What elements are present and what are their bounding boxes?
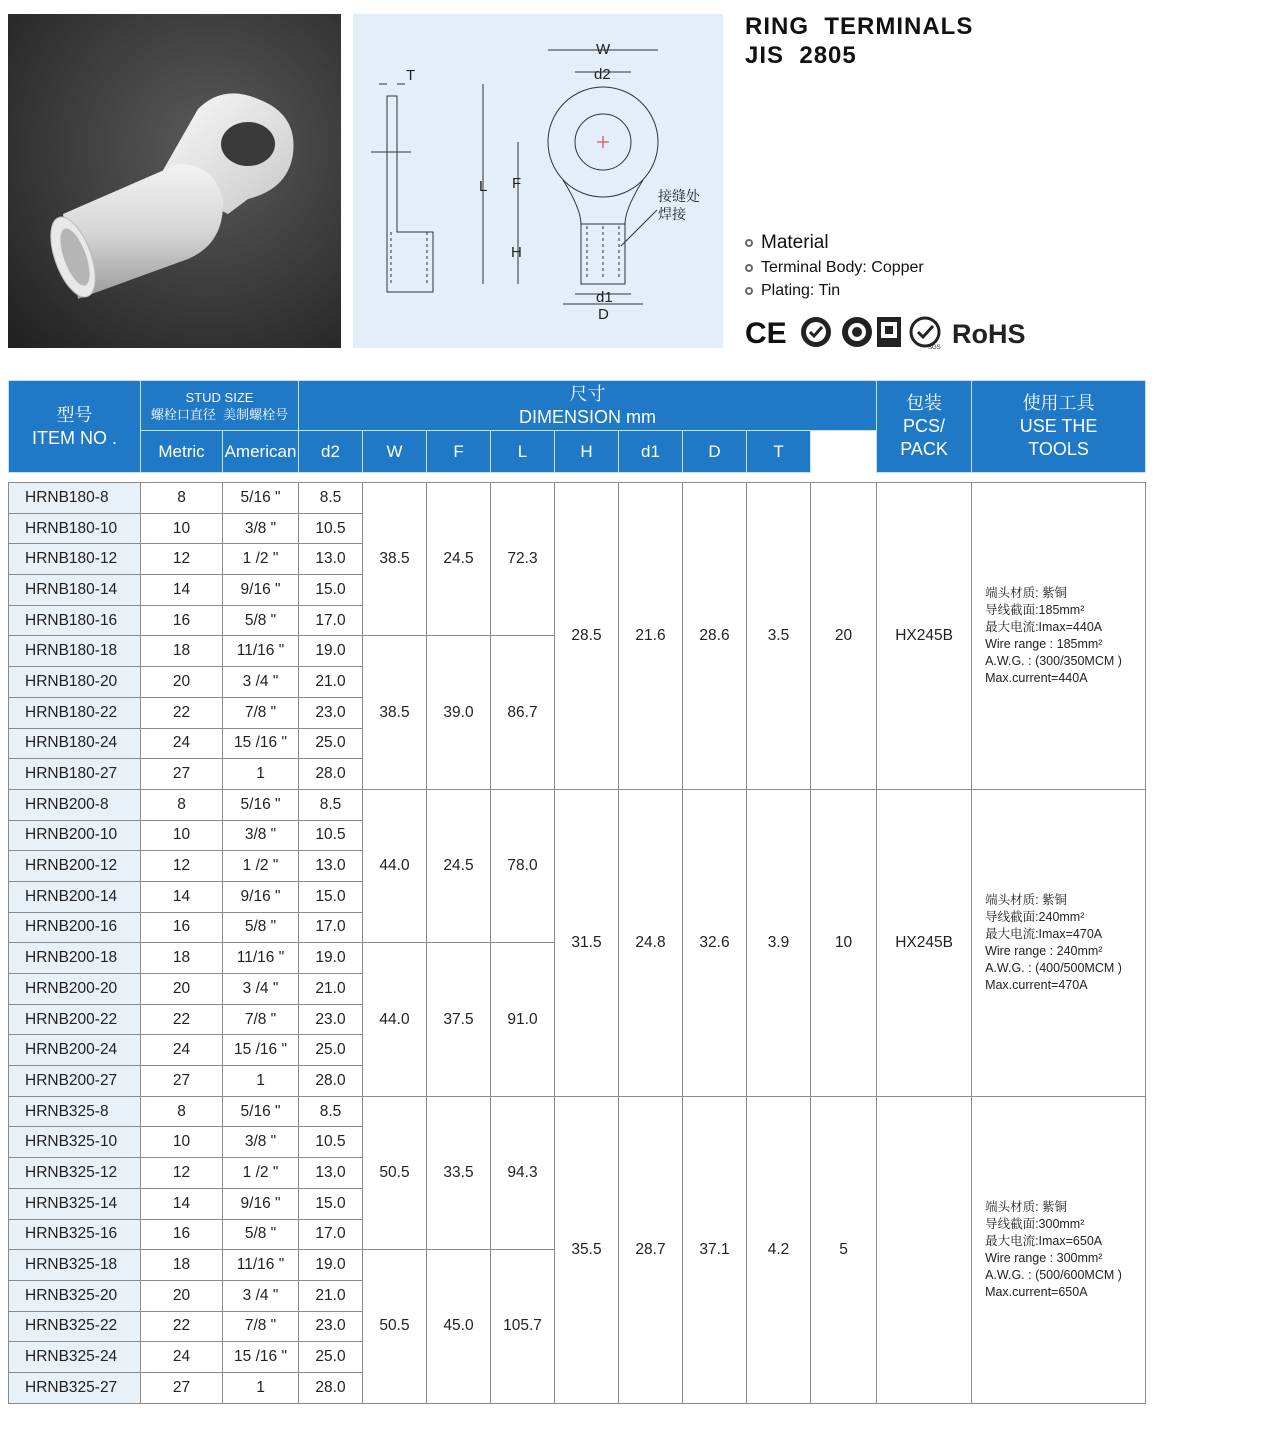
american-cell: 3/8 " [223,820,299,851]
ce-mark-icon: CE [745,317,787,350]
h-cell: 31.5 [555,789,619,1096]
d2-cell: 10.5 [299,820,363,851]
metric-cell: 18 [141,1250,223,1281]
item-no-cell: HRNB325-24 [9,1342,141,1373]
d2-cell: 10.5 [299,513,363,544]
item-no-cell: HRNB325-12 [9,1158,141,1189]
american-cell: 3 /4 " [223,1280,299,1311]
d2-cell: 19.0 [299,943,363,974]
metric-cell: 12 [141,851,223,882]
explanation-line: Wire range : 185mm² [985,636,1103,651]
f-cell: 24.5 [427,483,491,636]
explanation-line: A.W.G. : (500/600MCM ) [985,1267,1122,1282]
d2-cell: 28.0 [299,1066,363,1097]
explanation-cell [972,1096,1146,1403]
explanation-line: 端头材质: 紫铜 [985,892,1068,907]
tool-cell: HX245B [877,483,972,790]
item-no-cell: HRNB200-20 [9,974,141,1005]
item-no-cell: HRNB325-14 [9,1188,141,1219]
american-cell: 1 /2 " [223,1158,299,1189]
american-cell: 1 [223,759,299,790]
d2-cell: 21.0 [299,1280,363,1311]
d2-cell: 15.0 [299,1188,363,1219]
american-cell: 9/16 " [223,575,299,606]
header-l: L [491,431,555,473]
sgs-label: SGS [928,345,941,351]
item-no-cell: HRNB180-27 [9,759,141,790]
explanation-cell [972,789,1146,1096]
item-no-cell: HRNB200-12 [9,851,141,882]
f-cell: 45.0 [427,1250,491,1403]
pack-cell: 10 [811,789,877,1096]
w-cell: 38.5 [363,636,427,789]
t-cell: 3.5 [747,483,811,790]
metric-cell: 22 [141,1004,223,1035]
american-cell: 1 [223,1066,299,1097]
item-no-cell: HRNB200-24 [9,1035,141,1066]
american-cell: 1 [223,1372,299,1403]
f-cell: 24.5 [427,789,491,942]
d2-cell: 15.0 [299,881,363,912]
label-h: H [511,244,522,261]
header-f: F [427,431,491,473]
metric-cell: 20 [141,1280,223,1311]
american-cell: 5/16 " [223,1096,299,1127]
explanation-line: A.W.G. : (300/350MCM ) [985,653,1122,668]
metric-cell: 14 [141,575,223,606]
d2-cell: 23.0 [299,697,363,728]
american-cell: 15 /16 " [223,1035,299,1066]
material-info [745,230,924,302]
item-no-cell: HRNB180-24 [9,728,141,759]
american-cell: 1 /2 " [223,544,299,575]
t-cell: 4.2 [747,1096,811,1403]
tool-cell: HX245B [877,789,972,1096]
metric-cell: 14 [141,881,223,912]
f-cell: 33.5 [427,1096,491,1249]
item-no-cell: HRNB180-20 [9,667,141,698]
american-cell: 9/16 " [223,1188,299,1219]
bullet-icon [745,287,753,295]
item-no-cell: HRNB200-27 [9,1066,141,1097]
explanation-line: 最大电流:Imax=440A [985,619,1103,634]
material-body-row [745,256,924,279]
h-cell: 35.5 [555,1096,619,1403]
d2-cell: 8.5 [299,483,363,514]
american-cell: 1 /2 " [223,851,299,882]
american-cell: 5/8 " [223,912,299,943]
l-cell: 78.0 [491,789,555,942]
american-cell: 3/8 " [223,513,299,544]
explanation-line: Wire range : 240mm² [985,943,1103,958]
explanation-line: 导线截面:300mm² [985,1216,1085,1231]
item-no-cell: HRNB200-22 [9,1004,141,1035]
d2-cell: 8.5 [299,789,363,820]
w-cell: 50.5 [363,1096,427,1249]
table-row [9,483,1146,514]
d2-cell: 28.0 [299,1372,363,1403]
american-cell: 11/16 " [223,1250,299,1281]
header-t: T [747,431,811,473]
label-d: D [598,306,609,323]
l-cell: 105.7 [491,1250,555,1403]
d2-cell: 8.5 [299,1096,363,1127]
header-d1: d1 [619,431,683,473]
metric-cell: 24 [141,728,223,759]
title-line-1: RING TERMINALS [745,13,974,40]
material-body: Terminal Body: Copper [761,258,924,276]
d2-cell: 25.0 [299,1342,363,1373]
item-no-cell: HRNB180-8 [9,483,141,514]
l-cell: 86.7 [491,636,555,789]
american-cell: 5/8 " [223,1219,299,1250]
weld-note-1: 接缝处 [658,188,700,204]
tool-cell [877,1096,972,1403]
d2-cell: 13.0 [299,544,363,575]
metric-cell: 10 [141,820,223,851]
header-stud-size: STUD SIZE 螺栓口直径 美制螺栓号 [141,381,299,431]
metric-cell: 22 [141,1311,223,1342]
w-cell: 38.5 [363,483,427,636]
metric-cell: 8 [141,1096,223,1127]
metric-cell: 16 [141,912,223,943]
d1-cell: 21.6 [619,483,683,790]
d-cell: 37.1 [683,1096,747,1403]
explanation-line: 导线截面:240mm² [985,909,1085,924]
table-body [9,473,1146,1404]
item-no-cell: HRNB200-18 [9,943,141,974]
certification-logos [745,313,1045,353]
material-plating: Plating: Tin [761,281,841,299]
header-d: D [683,431,747,473]
item-no-cell: HRNB200-16 [9,912,141,943]
metric-cell: 20 [141,974,223,1005]
table-row [9,789,1146,820]
metric-cell: 24 [141,1342,223,1373]
american-cell: 3 /4 " [223,974,299,1005]
header-h: H [555,431,619,473]
material-heading-row [745,230,924,256]
american-cell: 5/8 " [223,605,299,636]
d2-cell: 15.0 [299,575,363,606]
spec-table: 型号 ITEM NO . STUD SIZE 螺栓口直径 美制螺栓号 尺寸 DIMENSION mm 包装 PCS/ PACK 使用工具 USE THE TOOLS 说明 EXPLANATION Metric American d2 W F L H d1 D T HRNB180-8 8 5/16 " 8.5 38.5 24.5 72.3 28.5 21.6 28.6 3.5 20 HX245B 端头材质: 紫铜 导线截面:185mm² 最大电流:Imax=440A Wire range : 185mm² A.W.G. : (300/350MCM ) Max.current=440A HRNB180-10 10 3/8 " 10.5 HRNB180-12 12 1 /2 " 13.0 HRNB180-14 14 9/16 " 15.0 HRNB180-16 16 5/8 " 17.0 HRNB180-18 18 11/16 " 19.0 38.5 39.0 86.7 HRNB180-20 20 3 /4 " 21.0 HRNB180-22 22 7/8 " 23.0 HRNB180-24 24 15 /16 " 25.0 HRNB180-27 27 1 28.0 HRNB200-8 8 5/16 " 8.5 44.0 24.5 78.0 31.5 24.8 32.6 3.9 10 HX245B 端头材质: 紫铜 导线截面:240mm² 最大电流:Imax=470A Wire range : 240mm² A.W.G. : (400/500MCM ) Max.current=470A HRNB200-10 10 3/8 " 10.5 HRNB200-12 12 1 /2 " 13.0 HRNB200-14 14 9/16 " 15.0 HRNB200-16 16 5/8 " 17.0 HRNB200-18 18 11/16 " 19.0 44.0 37.5 91.0 HRNB200-20 20 3 /4 " 21.0 HRNB200-22 22 7/8 " 23.0 HRNB200-24 24 15 /16 " 25.0 HRNB200-27 27 1 28.0 HRNB325-8 8 5/16 " 8.5 50.5 33.5 94.3 35.5 28.7 37.1 4.2 5 端头材质: 紫铜 导线截面:300mm² 最大电流:Imax=650A Wire range : 300mm² A.W.G. : (500/600MCM ) Max.current=650A HRNB325-10 10 3/8 " 10.5 HRNB325-12 12 1 /2 " 13.0 HRNB325-14 14 9/16 " 15.0 HRNB325-16 16 5/8 " 17.0 HRNB325-18 18 11/16 " 19.0 50.5 45.0 105.7 HRNB325-20 20 3 /4 " 21.0 HRNB325-22 22 7/8 " 23.0 HRNB325-24 24 15 /16 " 25.0 HRNB325-27 27 1 28.0 [8,380,1146,1404]
d-cell: 32.6 [683,789,747,1096]
metric-cell: 10 [141,513,223,544]
metric-cell: 16 [141,1219,223,1250]
item-no-cell: HRNB180-14 [9,575,141,606]
w-cell: 50.5 [363,1250,427,1403]
metric-cell: 10 [141,1127,223,1158]
explanation-line: 导线截面:185mm² [985,602,1085,617]
explanation-line: Max.current=470A [985,977,1088,992]
rohs-mark: RoHS [952,319,1026,349]
item-no-cell: HRNB325-22 [9,1311,141,1342]
american-cell: 7/8 " [223,1004,299,1035]
explanation-line: 最大电流:Imax=470A [985,926,1103,941]
t-cell: 3.9 [747,789,811,1096]
american-cell: 9/16 " [223,881,299,912]
l-cell: 94.3 [491,1096,555,1249]
d1-cell: 28.7 [619,1096,683,1403]
title-line-2: JIS 2805 [745,42,857,69]
american-cell: 5/16 " [223,483,299,514]
pack-cell: 20 [811,483,877,790]
product-photo [8,14,341,348]
page-title [745,12,973,70]
american-cell: 15 /16 " [223,1342,299,1373]
american-cell: 11/16 " [223,943,299,974]
item-no-cell: HRNB200-10 [9,820,141,851]
weld-note-2: 焊接 [658,206,686,222]
item-no-cell: HRNB325-18 [9,1250,141,1281]
american-cell: 3/8 " [223,1127,299,1158]
american-cell: 15 /16 " [223,728,299,759]
metric-cell: 27 [141,1372,223,1403]
explanation-line: Wire range : 300mm² [985,1250,1103,1265]
metric-cell: 12 [141,1158,223,1189]
explanation-cell [972,483,1146,790]
label-t: T [406,67,416,84]
side-view [371,84,433,292]
d2-cell: 17.0 [299,912,363,943]
d2-cell: 21.0 [299,974,363,1005]
d2-cell: 21.0 [299,667,363,698]
metric-cell: 20 [141,667,223,698]
material-plating-row [745,279,924,302]
label-d1: d1 [596,289,613,306]
item-no-cell: HRNB180-12 [9,544,141,575]
label-f: F [512,175,522,192]
item-no-cell: HRNB200-8 [9,789,141,820]
metric-cell: 8 [141,789,223,820]
metric-cell: 14 [141,1188,223,1219]
explanation-line: 最大电流:Imax=650A [985,1233,1103,1248]
explanation-line: 端头材质: 紫铜 [985,1199,1068,1214]
f-cell: 37.5 [427,943,491,1096]
explanation-line: Max.current=650A [985,1284,1088,1299]
item-no-cell: HRNB180-18 [9,636,141,667]
header-metric: Metric [141,431,223,473]
d2-cell: 13.0 [299,1158,363,1189]
d2-cell: 25.0 [299,1035,363,1066]
d2-cell: 10.5 [299,1127,363,1158]
american-cell: 7/8 " [223,1311,299,1342]
item-no-cell: HRNB180-10 [9,513,141,544]
h-cell: 28.5 [555,483,619,790]
l-cell: 72.3 [491,483,555,636]
explanation-line: Max.current=440A [985,670,1088,685]
metric-cell: 18 [141,636,223,667]
header-tools: 使用工具 USE THE TOOLS [972,381,1146,473]
label-w: W [596,41,611,58]
d-cell: 28.6 [683,483,747,790]
american-cell: 5/16 " [223,789,299,820]
table-row [9,1096,1146,1127]
item-no-cell: HRNB325-10 [9,1127,141,1158]
quality-mark-icon [877,317,901,347]
pack-cell: 5 [811,1096,877,1403]
header-american: American [223,431,299,473]
material-heading: Material [761,232,829,253]
metric-cell: 12 [141,544,223,575]
d2-cell: 17.0 [299,605,363,636]
ring-terminal-photo [8,14,341,348]
d2-cell: 13.0 [299,851,363,882]
american-cell: 3 /4 " [223,667,299,698]
item-no-cell: HRNB180-22 [9,697,141,728]
l-cell: 91.0 [491,943,555,1096]
d2-cell: 17.0 [299,1219,363,1250]
header-dimension: 尺寸 DIMENSION mm [299,381,877,431]
item-no-cell: HRNB325-27 [9,1372,141,1403]
explanation-line: 端头材质: 紫铜 [985,585,1068,600]
f-cell: 39.0 [427,636,491,789]
w-cell: 44.0 [363,943,427,1096]
item-no-cell: HRNB180-16 [9,605,141,636]
metric-cell: 16 [141,605,223,636]
item-no-cell: HRNB325-16 [9,1219,141,1250]
d2-cell: 28.0 [299,759,363,790]
w-cell: 44.0 [363,789,427,942]
metric-cell: 18 [141,943,223,974]
header-item-no: 型号 ITEM NO . [9,381,141,473]
front-view [483,50,658,304]
american-cell: 7/8 " [223,697,299,728]
metric-cell: 22 [141,697,223,728]
d2-cell: 25.0 [299,728,363,759]
d1-cell: 24.8 [619,789,683,1096]
item-no-cell: HRNB325-20 [9,1280,141,1311]
metric-cell: 8 [141,483,223,514]
cert-seal-icon [801,317,831,347]
label-l: L [479,178,488,195]
header-w: W [363,431,427,473]
metric-cell: 27 [141,759,223,790]
header-d2: d2 [299,431,363,473]
explanation-line: A.W.G. : (400/500MCM ) [985,960,1122,975]
sgs-mark-icon [911,318,941,351]
label-d2: d2 [594,66,611,83]
metric-cell: 27 [141,1066,223,1097]
d2-cell: 19.0 [299,1250,363,1281]
american-cell: 11/16 " [223,636,299,667]
d2-cell: 23.0 [299,1004,363,1035]
bullet-icon [745,239,753,247]
item-no-cell: HRNB325-8 [9,1096,141,1127]
item-no-cell: HRNB200-14 [9,881,141,912]
metric-cell: 24 [141,1035,223,1066]
d2-cell: 23.0 [299,1311,363,1342]
header-pack: 包装 PCS/ PACK [877,381,972,473]
bullet-icon [745,264,753,272]
d2-cell: 19.0 [299,636,363,667]
ccc-seal-icon [842,317,872,347]
technical-drawing [353,14,723,348]
